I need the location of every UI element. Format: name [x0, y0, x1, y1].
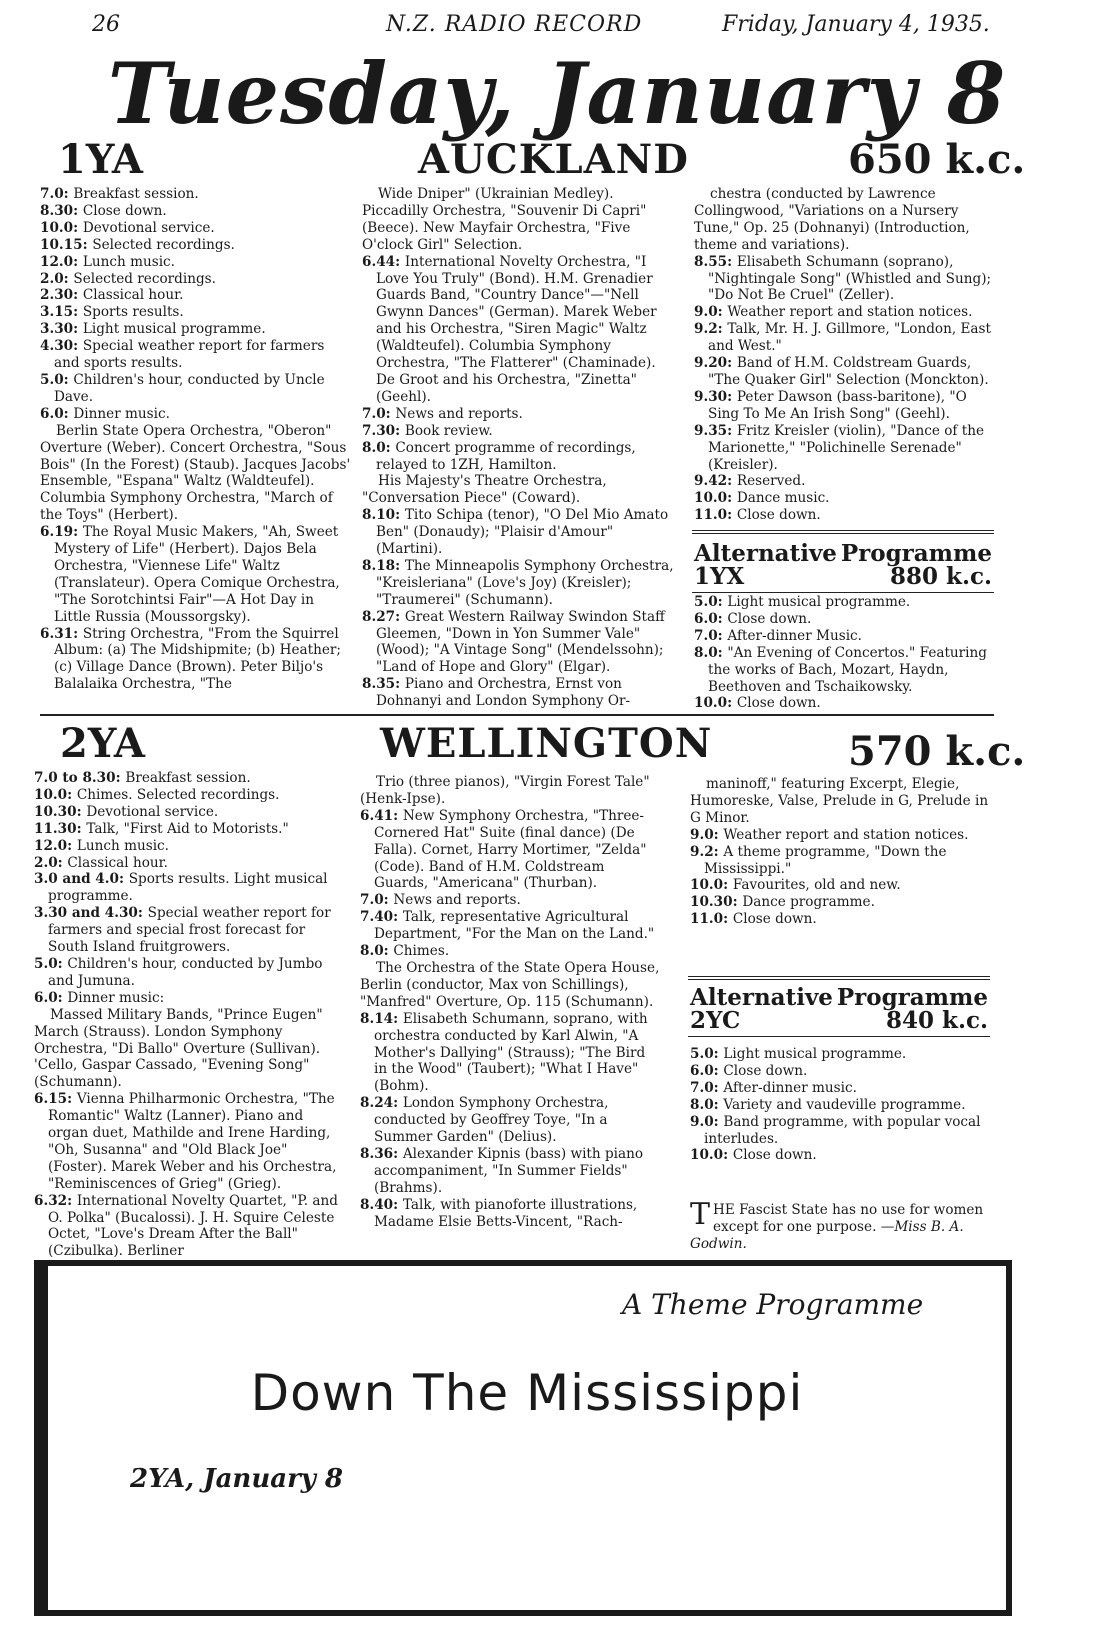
schedule-entry — [34, 787, 344, 804]
entry-time: 8.0: — [362, 439, 396, 456]
entry-time: 11.0: — [690, 911, 733, 928]
entry-text: Light musical programme. — [723, 1046, 907, 1062]
entry-text: A theme programme, "Down the Mississippi." — [704, 843, 947, 877]
schedule-entry — [40, 524, 352, 625]
entry-time: 10.0: — [694, 695, 737, 712]
entry-text: Berlin State Opera Orchestra, "Oberon" Overture (Weber). Concert Orchestra, "Sous Bois" (In the Forest) (Staub). Jacques Jacobs' Ensemble, "Espana" Waltz (Waldteufel). Columbia Symphony Orchestra, "March of the Toys" (Herbert). — [40, 422, 351, 524]
entry-text: chestra (conducted by Lawrence Collingwood, "Variations on a Nursery Tune," Op. 25 (Dohnanyi) (Introduction, theme and variations). — [694, 186, 970, 253]
quote-attribution: —Miss B. A. Godwin. — [690, 1219, 964, 1252]
schedule-entry — [362, 473, 674, 507]
schedule-entry — [694, 423, 994, 474]
entry-time: 7.0 to 8.30: — [34, 770, 126, 786]
entry-text: Close down. — [727, 610, 812, 627]
entry-text: International Novelty Quartet, "P. and O. Polka" (Bucalossi). J. H. Squire Celeste Octet, "Love's Dream After the Ball" (Czibulka). Berliner — [48, 1192, 338, 1260]
schedule-entry — [360, 909, 662, 943]
schedule-entry — [690, 776, 990, 827]
frequency-1ya: 650 k.c. — [848, 136, 1026, 183]
schedule-entry — [694, 304, 994, 321]
publication-name: N.Z. RADIO RECORD — [386, 12, 643, 37]
schedule-entry — [694, 389, 994, 423]
entry-text: Weather report and station notices. — [727, 304, 973, 321]
auckland-column-1 — [40, 186, 352, 693]
entry-time: 9.2: — [690, 843, 724, 860]
wellington-column-2 — [360, 774, 662, 1230]
page-number: 26 — [92, 12, 120, 37]
entry-text: Selected recordings. — [73, 270, 216, 287]
schedule-entry — [362, 558, 674, 609]
entry-text: Book review. — [404, 422, 493, 439]
entry-text: Devotional service. — [86, 803, 219, 820]
wellington-column-1 — [34, 770, 344, 1260]
schedule-entry — [360, 960, 662, 1011]
entry-time: 8.36: — [360, 1145, 403, 1162]
entry-time: 3.0 and 4.0: — [34, 871, 129, 888]
schedule-entry — [40, 220, 352, 237]
entry-time: 10.0: — [694, 490, 737, 507]
alt-frequency-2yc: 840 k.c. — [886, 1007, 988, 1034]
alt-programme: Programme — [840, 540, 992, 567]
entry-text: The Royal Music Makers, "Ah, Sweet Mystery of Life" (Herbert). Dajos Bela Orchestra, "Viennese Life" Waltz (Translateur). Opera Comique Orchestra, "The Sorotchintsi Fair"—A Hot Day in Little Russia (Moussorgsky). — [54, 524, 340, 625]
schedule-entry — [362, 186, 674, 254]
entry-time: 6.0: — [34, 989, 68, 1006]
wellington-column-3 — [690, 776, 990, 928]
schedule-entry — [694, 186, 994, 254]
schedule-entry — [34, 1091, 344, 1192]
schedule-entry — [690, 1147, 990, 1164]
entry-text: Sports results. — [82, 304, 184, 321]
schedule-entry — [690, 877, 990, 894]
entry-time: 11.30: — [34, 820, 87, 837]
entry-text: Dance music. — [736, 490, 830, 507]
entry-time: 6.0: — [690, 1062, 724, 1079]
entry-time: 5.0: — [690, 1046, 724, 1062]
schedule-entry — [34, 956, 344, 990]
schedule-entry — [34, 990, 344, 1007]
entry-time: 7.30: — [362, 422, 405, 439]
schedule-entry — [40, 237, 352, 254]
entry-text: Talk, Mr. H. J. Gillmore, "London, East and West." — [708, 321, 991, 355]
entry-text: maninoff," featuring Excerpt, Elegie, Humoreske, Valse, Prelude in G, Prelude in G Minor. — [690, 776, 989, 826]
entry-time: 12.0: — [40, 253, 83, 270]
entry-time: 6.31: — [40, 625, 83, 642]
schedule-entry — [694, 695, 994, 712]
entry-text: Talk, with pianoforte illustrations, Madame Elsie Betts-Vincent, "Rach- — [374, 1196, 638, 1230]
entry-time: 3.30 and 4.30: — [34, 905, 148, 922]
alt-label: Alternative — [694, 540, 837, 567]
entry-text: Classical hour. — [82, 287, 184, 304]
entry-text: Children's hour, conducted by Uncle Dave. — [54, 371, 325, 405]
entry-time: 10.30: — [34, 803, 87, 820]
entry-text: "An Evening of Concertos." Featuring the works of Bach, Mozart, Haydn, Beethoven and Tschaikowsky. — [708, 644, 987, 695]
entry-time: 8.40: — [360, 1196, 403, 1213]
schedule-entry — [690, 1046, 990, 1063]
entry-text: Elisabeth Schumann, soprano, with orchestra conducted by Karl Alwin, "A Mother's Dallying" (Strauss); "The Bird in the Wood" (Taubert); "What I Have" (Bohm). — [374, 1010, 648, 1095]
schedule-entry — [34, 770, 344, 787]
fascist-state-quote — [690, 1197, 988, 1253]
entry-time: 8.27: — [362, 608, 405, 625]
schedule-entry — [40, 203, 352, 220]
entry-text: New Symphony Orchestra, "Three-Cornered Hat" Suite (final dance) (De Falla). Cornet, Harry Mortimer, "Zelda" (Code). Band of H.M. Coldstream Guards, "Americana" (Thurban). — [374, 807, 647, 892]
auckland-column-3 — [694, 186, 994, 524]
entry-text: News and reports. — [395, 405, 523, 422]
entry-text: His Majesty's Theatre Orchestra, "Conversation Piece" (Coward). — [362, 473, 607, 507]
entry-text: London Symphony Orchestra, conducted by Geoffrey Toye, "In a Summer Garden" (Delius). — [374, 1095, 609, 1146]
schedule-entry — [40, 271, 352, 288]
advert-title: Down The Mississippi — [250, 1364, 804, 1422]
alternative-1yx-list — [694, 594, 994, 712]
entry-time: 7.40: — [360, 909, 403, 926]
entry-text: Great Western Railway Swindon Staff Gleemen, "Down in Yon Summer Vale" (Wood); "A Vintage Song" (Mendelssohn); "Land of Hope and Glory" (Elgar). — [376, 608, 665, 676]
advert-subtitle: A Theme Programme — [622, 1288, 924, 1321]
entry-text: Talk, representative Agricultural Department, "For the Man on the Land." — [374, 909, 655, 943]
schedule-entry — [690, 911, 990, 928]
schedule-entry — [694, 355, 994, 389]
schedule-entry — [360, 1146, 662, 1197]
theme-programme-advert — [34, 1260, 1012, 1616]
schedule-entry — [360, 1011, 662, 1096]
schedule-entry — [690, 827, 990, 844]
entry-text: Breakfast session. — [125, 770, 251, 786]
entry-time: 7.0: — [690, 1079, 724, 1096]
entry-time: 9.0: — [694, 304, 728, 321]
entry-time: 10.30: — [690, 894, 743, 911]
entry-time: 8.0: — [694, 644, 728, 661]
entry-text: The Minneapolis Symphony Orchestra, "Kreisleriana" (Love's Joy) (Kreisler); "Traumerei" (Schumann). — [376, 557, 674, 608]
entry-time: 7.0: — [40, 186, 74, 202]
entry-time: 8.0: — [690, 1096, 724, 1113]
entry-time: 6.19: — [40, 524, 83, 541]
station-1ya: 1YA — [58, 136, 143, 183]
station-2ya: 2YA — [60, 720, 145, 767]
alt-label: Alternative — [690, 984, 833, 1011]
schedule-entry — [360, 943, 662, 960]
entry-text: Favourites, old and new. — [732, 877, 901, 894]
schedule-entry — [34, 838, 344, 855]
entry-text: Close down. — [732, 911, 817, 928]
entry-text: Wide Dniper" (Ukrainian Medley). Piccadilly Orchestra, "Souvenir Di Capri" (Beece). New Mayfair Orchestra, "Five O'clock Girl" Selection. — [362, 186, 647, 253]
entry-time: 8.55: — [694, 253, 737, 270]
schedule-entry — [362, 406, 674, 423]
issue-date: Friday, January 4, 1935. — [722, 12, 990, 37]
entry-text: Fritz Kreisler (violin), "Dance of the Marionette," "Polichinelle Serenade" (Kreisler). — [708, 422, 985, 473]
schedule-entry — [40, 254, 352, 271]
entry-text: Classical hour. — [67, 854, 168, 871]
entry-text: Close down. — [736, 507, 821, 524]
entry-text: Alexander Kipnis (bass) with piano accompaniment, "In Summer Fields" (Brahms). — [374, 1145, 644, 1196]
schedule-entry — [694, 490, 994, 507]
entry-text: Piano and Orchestra, Ernst von Dohnanyi and London Symphony Or- — [376, 676, 631, 710]
entry-time: 2.0: — [34, 854, 68, 871]
schedule-entry — [694, 645, 994, 696]
entry-time: 10.15: — [40, 236, 93, 253]
schedule-entry — [694, 594, 994, 611]
entry-time: 8.35: — [362, 676, 405, 693]
entry-text: Close down. — [82, 202, 167, 219]
schedule-entry — [34, 871, 344, 905]
entry-text: Close down. — [732, 1147, 817, 1164]
alt-programme: Programme — [836, 984, 988, 1011]
entry-text: Tito Schipa (tenor), "O Del Mio Amato Ben" (Donaudy); "Plaisir d'Amour" (Martini). — [376, 507, 669, 558]
entry-time: 7.0: — [362, 405, 396, 422]
entry-text: Children's hour, conducted by Jumbo and Jumuna. — [48, 955, 323, 989]
entry-time: 7.0: — [360, 892, 394, 909]
entry-text: Lunch music. — [82, 253, 175, 270]
entry-time: 6.0: — [40, 405, 74, 422]
schedule-entry — [690, 1063, 990, 1080]
entry-text: Lunch music. — [76, 837, 169, 854]
entry-time: 10.0: — [40, 219, 83, 236]
alt-frequency-1yx: 880 k.c. — [890, 563, 992, 590]
entry-time: 9.35: — [694, 422, 737, 439]
entry-time: 8.30: — [40, 202, 83, 219]
schedule-entry — [40, 186, 352, 203]
schedule-entry — [34, 1007, 344, 1092]
entry-text: Talk, "First Aid to Motorists." — [86, 820, 289, 837]
schedule-entry — [694, 611, 994, 628]
alt-station-2yc: 2YC — [690, 1007, 741, 1034]
entry-time: 6.41: — [360, 807, 403, 824]
entry-text: International Novelty Orchestra, "I Love You Truly" (Bond). H.M. Grenadier Guards Band, "Country Dance"—"Nell Gwynn Dances" (German). Marek Weber and his Orchestra, "Siren Magic" Waltz (Waldteufel). Columbia Symphony Orchestra, "The Flatterer" (Chaminade). De Groot and his Orchestra, "Zinetta" (Geehl). — [376, 253, 657, 405]
alternative-1yx-box — [692, 530, 994, 593]
schedule-entry — [362, 254, 674, 406]
entry-time: 8.18: — [362, 557, 405, 574]
alternative-2yc-box — [688, 976, 990, 1037]
schedule-entry — [40, 423, 352, 524]
entry-text: Concert programme of recordings, relayed to 1ZH, Hamilton. — [376, 439, 636, 473]
page-title: Tuesday, January 8 — [107, 44, 1007, 143]
entry-text: Selected recordings. — [92, 236, 235, 253]
entry-time: 2.30: — [40, 287, 83, 304]
schedule-entry — [34, 855, 344, 872]
entry-time: 6.15: — [34, 1091, 77, 1108]
entry-text: Chimes. Selected recordings. — [76, 786, 280, 803]
schedule-entry — [34, 804, 344, 821]
entry-time: 5.0: — [40, 371, 74, 388]
schedule-entry — [690, 894, 990, 911]
entry-text: Trio (three pianos), "Virgin Forest Tale" (Henk-Ipse). — [360, 774, 650, 807]
schedule-entry — [690, 1114, 990, 1148]
entry-time: 5.0: — [694, 594, 728, 610]
schedule-entry — [40, 406, 352, 423]
section-divider — [40, 714, 994, 716]
schedule-entry — [694, 507, 994, 524]
entry-time: 9.42: — [694, 473, 737, 490]
entry-time: 9.0: — [690, 826, 724, 843]
entry-text: Dinner music: — [67, 989, 165, 1006]
schedule-entry — [362, 609, 674, 677]
entry-text: News and reports. — [393, 892, 521, 909]
schedule-entry — [40, 626, 352, 694]
entry-text: Band programme, with popular vocal interludes. — [704, 1113, 981, 1147]
schedule-entry — [694, 473, 994, 490]
entry-time: 8.10: — [362, 507, 405, 524]
entry-text: Peter Dawson (bass-baritone), "O Sing To Me An Irish Song" (Geehl). — [708, 388, 967, 422]
advert-footer: 2YA, January 8 — [130, 1464, 344, 1494]
schedule-entry — [360, 808, 662, 893]
entry-time: 12.0: — [34, 837, 77, 854]
frequency-2ya: 570 k.c. — [848, 728, 1026, 775]
alt-station-1yx: 1YX — [694, 563, 745, 590]
entry-text: Close down. — [723, 1062, 808, 1079]
entry-text: Light musical programme. — [82, 321, 266, 338]
entry-time: 11.0: — [694, 507, 737, 524]
entry-time: 3.15: — [40, 304, 83, 321]
entry-time: 6.0: — [694, 610, 728, 627]
entry-time: 3.30: — [40, 321, 83, 338]
schedule-entry — [690, 1097, 990, 1114]
schedule-entry — [40, 287, 352, 304]
entry-text: Weather report and station notices. — [723, 826, 969, 843]
entry-time: 10.0: — [690, 1147, 733, 1164]
schedule-entry — [362, 676, 674, 710]
entry-time: 8.0: — [360, 943, 394, 960]
entry-time: 4.30: — [40, 338, 83, 355]
entry-time: 6.32: — [34, 1192, 77, 1209]
entry-text: String Orchestra, "From the Squirrel Album: (a) The Midshipmite; (b) Heather; (c) Village Dance (Brown). Peter Biljo's Balalaika Orchestra, "The — [54, 625, 342, 693]
entry-time: 9.0: — [690, 1113, 724, 1130]
entry-text: Variety and vaudeville programme. — [723, 1096, 966, 1113]
entry-text: Special weather report for farmers and sports results. — [54, 338, 325, 372]
schedule-entry — [40, 338, 352, 372]
entry-text: Special weather report for farmers and special frost forecast for South Island fruitgrowers. — [48, 905, 331, 956]
entry-time: 9.20: — [694, 355, 737, 372]
schedule-entry — [34, 1193, 344, 1261]
schedule-entry — [690, 1080, 990, 1097]
schedule-entry — [40, 321, 352, 338]
quote-dropcap: T — [690, 1197, 711, 1232]
schedule-entry — [690, 844, 990, 878]
entry-time: 6.44: — [362, 253, 405, 270]
entry-text: Reserved. — [736, 473, 806, 490]
entry-time: 7.0: — [694, 627, 728, 644]
entry-text: After-dinner Music. — [727, 627, 862, 644]
schedule-entry — [362, 507, 674, 558]
entry-text: Massed Military Bands, "Prince Eugen" March (Strauss). London Symphony Orchestra, "Di Ballo" Overture (Sullivan). 'Cello, Gaspar Cassado, "Evening Song" (Schumann). — [34, 1006, 323, 1091]
entry-text: Elisabeth Schumann (soprano), "Nightingale Song" (Whistled and Sung); "Do Not Be Cruel" (Zeller). — [708, 253, 992, 304]
entry-text: Band of H.M. Coldstream Guards, "The Quaker Girl" Selection (Monckton). — [708, 355, 989, 388]
entry-text: Light musical programme. — [727, 594, 911, 610]
city-wellington: WELLINGTON — [380, 720, 713, 767]
auckland-column-2 — [362, 186, 674, 710]
entry-time: 9.30: — [694, 388, 737, 405]
schedule-entry — [360, 1197, 662, 1231]
entry-text: Dance programme. — [742, 894, 875, 911]
entry-time: 8.14: — [360, 1010, 403, 1027]
schedule-entry — [362, 440, 674, 474]
entry-text: Sports results. Light musical programme. — [48, 871, 328, 905]
schedule-entry — [360, 892, 662, 909]
city-auckland: AUCKLAND — [418, 136, 689, 183]
entry-time: 10.0: — [34, 786, 77, 803]
entry-text: Devotional service. — [82, 219, 215, 236]
entry-time: 2.0: — [40, 270, 74, 287]
schedule-entry — [34, 821, 344, 838]
entry-text: Dinner music. — [73, 405, 170, 422]
schedule-entry — [360, 774, 662, 808]
entry-text: Close down. — [736, 695, 821, 712]
entry-text: Breakfast session. — [73, 186, 199, 202]
entry-text: The Orchestra of the State Opera House, Berlin (conductor, Max von Schillings), "Manfred" Overture, Op. 115 (Schumann). — [360, 959, 660, 1010]
entry-text: Chimes. — [393, 943, 450, 960]
schedule-entry — [362, 423, 674, 440]
schedule-entry — [40, 304, 352, 321]
entry-time: 5.0: — [34, 955, 68, 972]
entry-text: Vienna Philharmonic Orchestra, "The Romantic" Waltz (Lanner). Piano and organ duet, Mathilde and Irene Harding, "Oh, Susanna" and "Old Black Joe" (Foster). Marek Weber and his Orchestra, "Reminiscences of Grieg" (Grieg). — [48, 1091, 337, 1192]
alternative-2yc-list — [690, 1046, 990, 1164]
quote-text: HE Fascist State has no use for women except for one purpose. — [713, 1202, 984, 1235]
schedule-entry — [34, 905, 344, 956]
schedule-entry — [694, 321, 994, 355]
entry-time: 9.2: — [694, 321, 728, 338]
schedule-entry — [360, 1095, 662, 1146]
schedule-entry — [694, 628, 994, 645]
entry-text: After-dinner music. — [723, 1079, 857, 1096]
entry-time: 8.24: — [360, 1095, 403, 1112]
schedule-entry — [694, 254, 994, 305]
entry-time: 10.0: — [690, 877, 733, 894]
schedule-entry — [40, 372, 352, 406]
